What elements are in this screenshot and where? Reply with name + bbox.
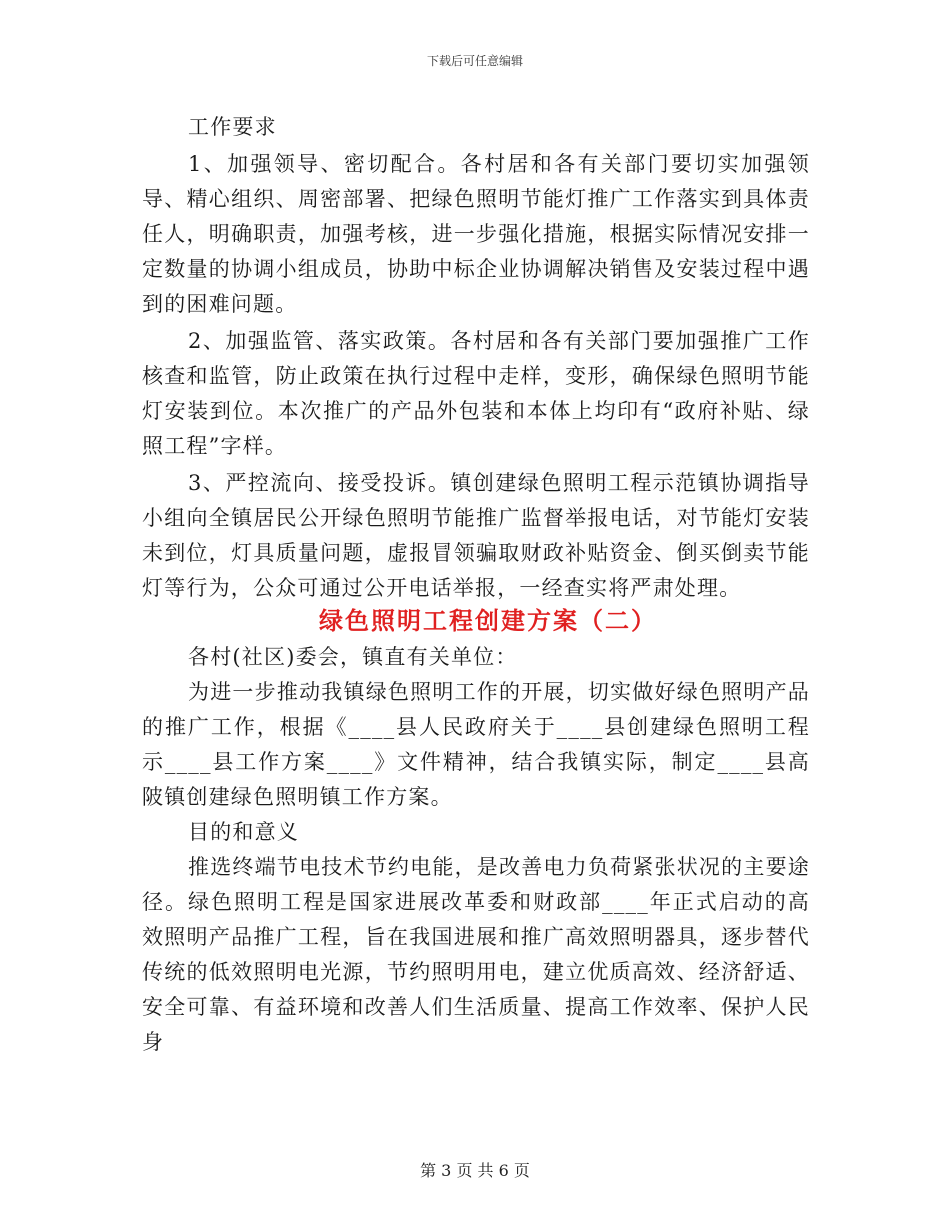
requirement-item-1: 1、加强领导、密切配合。各村居和各有关部门要切实加强领导、精心组织、周密部署、把绿色照明节能灯推广工作落实到具体责任人，明确职责，加强考核，进一步强化措施，根据实际情况安排一定数量的协调小组成员，协助中标企业协调解决销售及安装过程中遇到的困难问题。 bbox=[142, 152, 810, 316]
section-heading-work-requirements: 工作要求 bbox=[188, 115, 277, 139]
intro-paragraph: 为进一步推动我镇绿色照明工作的开展，切实做好绿色照明产品的推广工作，根据《____县人民政府关于____县创建绿色照明工程示____县工作方案____》文件精神，结合我镇实际，制定____县高陂镇创建绿色照明镇工作方案。 bbox=[142, 680, 810, 809]
purpose-paragraph: 推选终端节电技术节约电能，是改善电力负荷紧张状况的主要途径。绿色照明工程是国家进展改革委和财政部____年正式启动的高效照明产品推广工程，旨在我国进展和推广高效照明器具，逐步替代传统的低效照明电光源，节约照明用电，建立优质高效、经济舒适、安全可靠、有益环境和改善人们生活质量、提高工作效率、保护人民身 bbox=[142, 855, 810, 1054]
requirement-item-2: 2、加强监管、落实政策。各村居和各有关部门要加强推广工作核查和监管，防止政策在执行过程中走样，变形，确保绿色照明节能灯安装到位。本次推广的产品外包装和本体上均印有“政府补贴、绿照工程”字样。 bbox=[142, 329, 810, 458]
section-title: 绿色照明工程创建方案（二） bbox=[319, 606, 657, 635]
requirement-item-3: 3、严控流向、接受投诉。镇创建绿色照明工程示范镇协调指导小组向全镇居民公开绿色照明节能推广监督举报电话，对节能灯安装未到位，灯具质量问题，虚报冒领骗取财政补贴资金、倒买倒卖节能灯等行为，公众可通过公开电话举报，一经查实将严肃处理。 bbox=[142, 471, 810, 600]
page-number: 第 3 页 共 6 页 bbox=[420, 1161, 530, 1180]
page-header: 下载后可任意编辑 bbox=[426, 54, 523, 68]
subheading-purpose: 目的和意义 bbox=[188, 820, 299, 844]
document-body bbox=[142, 110, 810, 1060]
salutation: 各村(社区)委会，镇直有关单位： bbox=[188, 645, 518, 669]
